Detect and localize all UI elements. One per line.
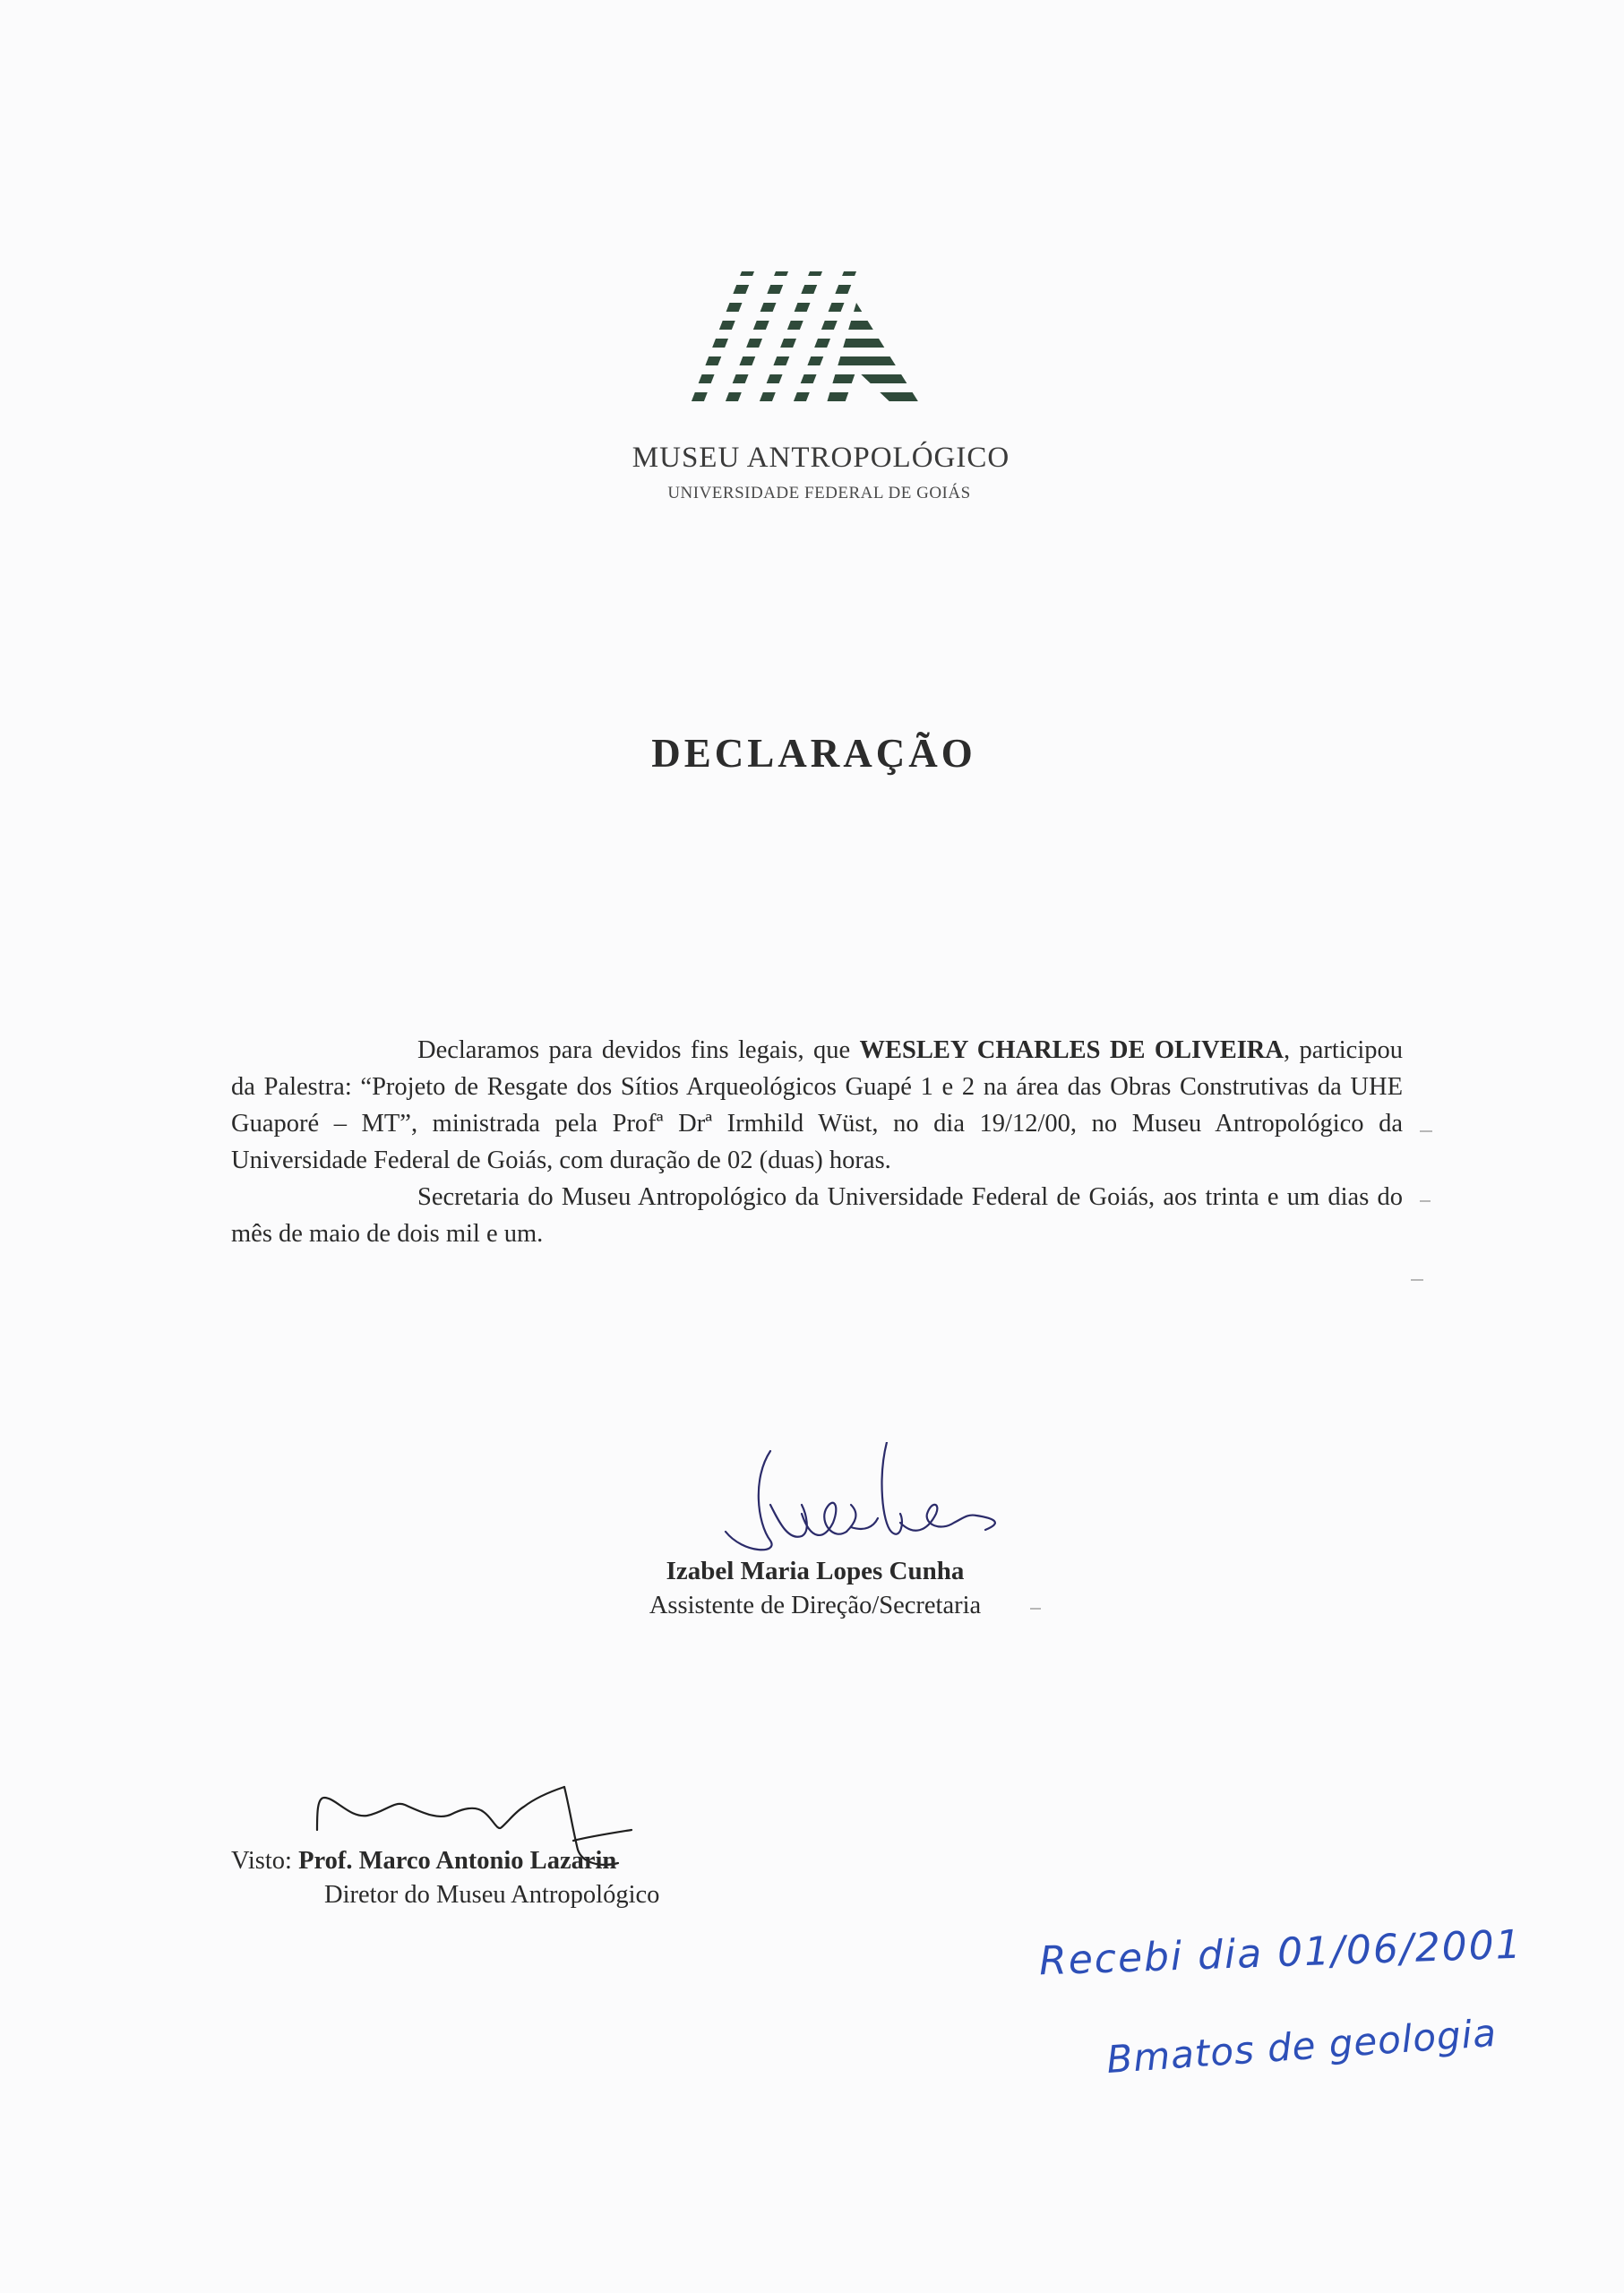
document-title: DECLARAÇÃO bbox=[651, 731, 976, 776]
signer-2-name: Prof. Marco Antonio Lazarin bbox=[298, 1847, 617, 1875]
signer-2-role: Diretor do Museu Antropológico bbox=[324, 1881, 660, 1909]
museum-logo-icon bbox=[690, 267, 923, 410]
handwritten-receiver: Bmatos de geologia bbox=[1104, 2010, 1499, 2083]
paragraph-intro: Declaramos para devidos fins legais, que bbox=[417, 1036, 860, 1064]
declaration-paragraph-1 bbox=[231, 1032, 1403, 1179]
institution-subtitle: UNIVERSIDADE FEDERAL DE GOIÁS bbox=[667, 484, 971, 502]
visto-label: Visto: bbox=[231, 1847, 299, 1875]
handwritten-received-date: Recebi dia 01/06/2001 bbox=[1038, 1921, 1524, 1985]
paragraph-details: , participou da Palestra: “Projeto de Resgate dos Sítios Arqueológicos Guapé 1 e 2 na área das Obras Construtivas da UHE Guaporé – MT”, ministrada pela Profª Drª Irmhild Wüst, no dia 19/12/00, no Museu Antropológico da Universidade Federal de Goiás, com duração de 02 (duas) horas. bbox=[231, 1036, 1404, 1174]
visto-line bbox=[231, 1847, 616, 1876]
scan-edge-mark bbox=[1411, 1279, 1423, 1281]
signer-1-role: Assistente de Direção/Secretaria bbox=[649, 1592, 982, 1619]
institution-name: MUSEU ANTROPOLÓGICO bbox=[632, 442, 1010, 474]
participant-name: WESLEY CHARLES DE OLIVEIRA bbox=[859, 1036, 1284, 1064]
signature-izabel bbox=[717, 1442, 1039, 1572]
scan-edge-mark bbox=[1420, 1200, 1431, 1202]
scan-edge-mark bbox=[1420, 1130, 1432, 1132]
declaration-body bbox=[231, 1032, 1403, 1252]
signer-1-name: Izabel Maria Lopes Cunha bbox=[666, 1557, 965, 1585]
declaration-paragraph-2: Secretaria do Museu Antropológico da Universidade Federal de Goiás, aos trinta e um dias do mês de maio de dois mil e um. bbox=[231, 1183, 1403, 1248]
scan-edge-mark bbox=[1030, 1608, 1041, 1610]
